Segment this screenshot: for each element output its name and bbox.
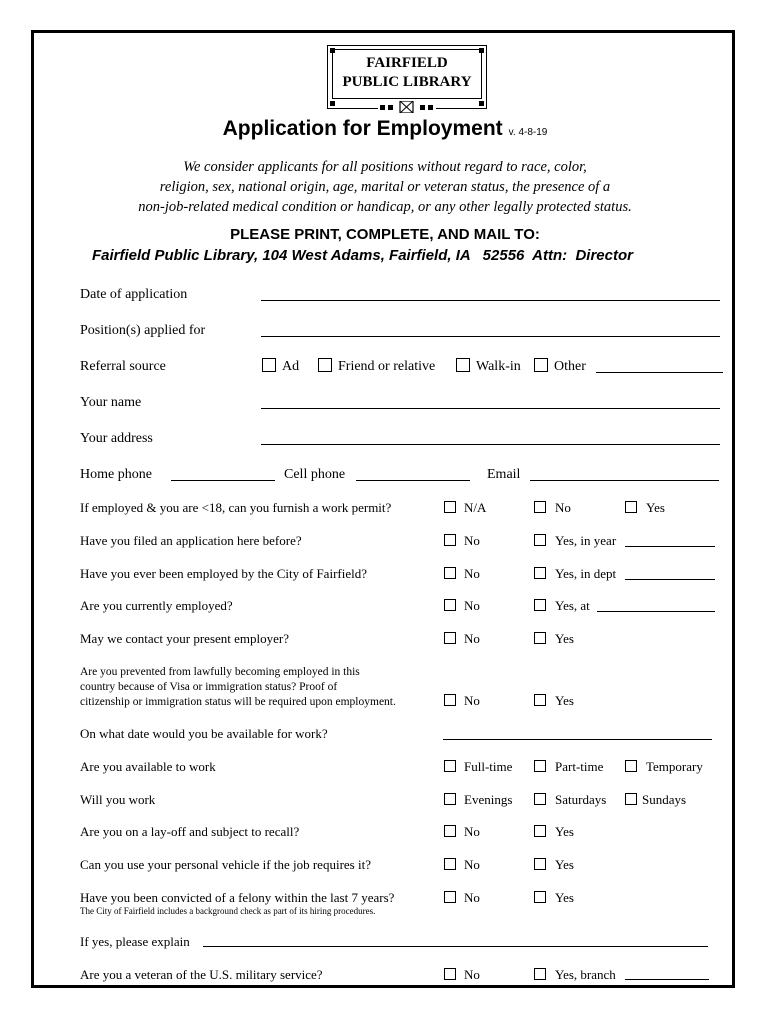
will-work-question: Will you work bbox=[80, 792, 156, 807]
positions-field[interactable] bbox=[261, 336, 720, 337]
contact-employer-no-checkbox[interactable] bbox=[444, 632, 456, 644]
date-label: Date of application bbox=[80, 287, 188, 302]
work-permit-yes-label: Yes bbox=[646, 500, 665, 515]
logo-line-1: FAIRFIELD bbox=[366, 55, 448, 71]
layoff-yes-label: Yes bbox=[555, 824, 574, 839]
immigration-question-line-1: Are you prevented from lawfully becoming employed in this bbox=[80, 666, 360, 678]
contact-employer-no-label: No bbox=[464, 631, 480, 646]
name-label: Your name bbox=[80, 395, 142, 410]
eeo-statement bbox=[0, 157, 770, 217]
evenings-label: Evenings bbox=[464, 792, 513, 807]
immigration-no-checkbox[interactable] bbox=[444, 694, 456, 706]
full-time-label: Full-time bbox=[464, 759, 513, 774]
felony-no-label: No bbox=[464, 890, 480, 905]
form-version: v. 4-8-19 bbox=[508, 127, 548, 138]
vehicle-yes-checkbox[interactable] bbox=[534, 858, 546, 870]
sundays-label: Sundays bbox=[642, 792, 687, 807]
name-field[interactable] bbox=[261, 408, 720, 409]
address-field[interactable] bbox=[261, 444, 720, 445]
eeo-line: We consider applicants for all positions without regard to race, color, bbox=[183, 159, 587, 175]
city-employed-no-checkbox[interactable] bbox=[444, 567, 456, 579]
sundays-checkbox[interactable] bbox=[625, 793, 637, 805]
vehicle-no-checkbox[interactable] bbox=[444, 858, 456, 870]
felony-question: Have you been convicted of a felony within the last 7 years? bbox=[80, 890, 395, 905]
immigration-question-line-3: citizenship or immigration status will be required upon employment. bbox=[80, 696, 396, 708]
evenings-checkbox[interactable] bbox=[444, 793, 456, 805]
contact-employer-question: May we contact your present employer? bbox=[80, 631, 290, 646]
home-phone-label: Home phone bbox=[80, 467, 152, 482]
logo-corner-icon bbox=[330, 101, 335, 106]
home-phone-field[interactable] bbox=[171, 480, 275, 481]
work-permit-na-label: N/A bbox=[464, 500, 487, 515]
referral-walkin-checkbox[interactable] bbox=[456, 358, 470, 372]
logo-line-2: PUBLIC LIBRARY bbox=[342, 74, 472, 90]
saturdays-checkbox[interactable] bbox=[534, 793, 546, 805]
vehicle-question: Can you use your personal vehicle if the job requires it? bbox=[80, 857, 371, 872]
layoff-no-label: No bbox=[464, 824, 480, 839]
logo-corner-icon bbox=[479, 101, 484, 106]
layoff-question: Are you on a lay-off and subject to recall? bbox=[80, 824, 300, 839]
filed-before-year-field[interactable] bbox=[625, 546, 715, 547]
city-employed-dept-field[interactable] bbox=[625, 579, 715, 580]
veteran-question: Are you a veteran of the U.S. military service? bbox=[80, 967, 323, 982]
veteran-branch-field[interactable] bbox=[625, 979, 709, 980]
immigration-yes-checkbox[interactable] bbox=[534, 694, 546, 706]
city-employed-yes-checkbox[interactable] bbox=[534, 567, 546, 579]
form-title-text: Application for Employment bbox=[222, 117, 503, 140]
vehicle-yes-label: Yes bbox=[555, 857, 574, 872]
immigration-no-label: No bbox=[464, 693, 480, 708]
work-permit-no-label: No bbox=[555, 500, 571, 515]
mail-heading: PLEASE PRINT, COMPLETE, AND MAIL TO: bbox=[230, 226, 540, 243]
referral-other-checkbox[interactable] bbox=[534, 358, 548, 372]
referral-friend-label: Friend or relative bbox=[338, 359, 436, 374]
currently-employed-yes-label: Yes, at bbox=[555, 598, 590, 613]
filed-before-yes-checkbox[interactable] bbox=[534, 534, 546, 546]
eeo-line: non-job-related medical condition or handicap, or any other legally protected status. bbox=[138, 199, 632, 215]
vehicle-no-label: No bbox=[464, 857, 480, 872]
veteran-no-label: No bbox=[464, 967, 480, 982]
part-time-label: Part-time bbox=[555, 759, 604, 774]
referral-walkin-label: Walk-in bbox=[476, 359, 521, 374]
logo-ornament-icon bbox=[378, 100, 436, 112]
cell-phone-label: Cell phone bbox=[284, 467, 346, 482]
felony-yes-checkbox[interactable] bbox=[534, 891, 546, 903]
positions-label: Position(s) applied for bbox=[80, 323, 206, 338]
explain-field[interactable] bbox=[203, 946, 708, 947]
filed-before-no-label: No bbox=[464, 533, 480, 548]
referral-other-label: Other bbox=[554, 359, 586, 374]
library-logo bbox=[327, 45, 487, 109]
immigration-question-line-2: country because of Visa or immigration status? Proof of bbox=[80, 681, 338, 693]
currently-employed-no-label: No bbox=[464, 598, 480, 613]
felony-no-checkbox[interactable] bbox=[444, 891, 456, 903]
work-permit-yes-checkbox[interactable] bbox=[625, 501, 637, 513]
layoff-yes-checkbox[interactable] bbox=[534, 825, 546, 837]
available-date-field[interactable] bbox=[443, 739, 712, 740]
currently-employed-at-field[interactable] bbox=[597, 611, 715, 612]
work-permit-question: If employed & you are <18, can you furnish a work permit? bbox=[80, 500, 392, 515]
referral-ad-label: Ad bbox=[282, 359, 300, 374]
part-time-checkbox[interactable] bbox=[534, 760, 546, 772]
immigration-yes-label: Yes bbox=[555, 693, 574, 708]
available-date-question: On what date would you be available for work? bbox=[80, 726, 328, 741]
saturdays-label: Saturdays bbox=[555, 792, 607, 807]
explain-label: If yes, please explain bbox=[80, 934, 190, 949]
address-label: Your address bbox=[80, 431, 153, 446]
felony-yes-label: Yes bbox=[555, 890, 574, 905]
available-to-work-question: Are you available to work bbox=[80, 759, 216, 774]
contact-employer-yes-checkbox[interactable] bbox=[534, 632, 546, 644]
eeo-line: religion, sex, national origin, age, marital or veteran status, the presence of a bbox=[159, 179, 611, 195]
referral-ad-checkbox[interactable] bbox=[262, 358, 276, 372]
cell-phone-field[interactable] bbox=[356, 480, 470, 481]
email-label: Email bbox=[487, 467, 521, 482]
veteran-yes-label: Yes, branch bbox=[555, 967, 616, 982]
contact-employer-yes-label: Yes bbox=[555, 631, 574, 646]
felony-note: The City of Fairfield includes a background check as part of its hiring procedures. bbox=[80, 906, 376, 916]
filed-before-question: Have you filed an application here before? bbox=[80, 533, 302, 548]
work-permit-no-checkbox[interactable] bbox=[534, 501, 546, 513]
logo-corner-icon bbox=[330, 48, 335, 53]
filed-before-no-checkbox[interactable] bbox=[444, 534, 456, 546]
currently-employed-no-checkbox[interactable] bbox=[444, 599, 456, 611]
temporary-label: Temporary bbox=[646, 759, 703, 774]
veteran-no-checkbox[interactable] bbox=[444, 968, 456, 980]
form-title bbox=[0, 117, 770, 141]
city-employed-no-label: No bbox=[464, 566, 480, 581]
full-time-checkbox[interactable] bbox=[444, 760, 456, 772]
referral-other-field[interactable] bbox=[596, 372, 723, 373]
email-field[interactable] bbox=[530, 480, 719, 481]
veteran-yes-checkbox[interactable] bbox=[534, 968, 546, 980]
layoff-no-checkbox[interactable] bbox=[444, 825, 456, 837]
referral-label: Referral source bbox=[80, 359, 166, 374]
currently-employed-question: Are you currently employed? bbox=[80, 598, 233, 613]
filed-before-yes-label: Yes, in year bbox=[555, 533, 617, 548]
city-employed-question: Have you ever been employed by the City of Fairfield? bbox=[80, 566, 367, 581]
date-field[interactable] bbox=[261, 300, 720, 301]
currently-employed-yes-checkbox[interactable] bbox=[534, 599, 546, 611]
mail-address: Fairfield Public Library, 104 West Adams, Fairfield, IA 52556 Attn: Director bbox=[92, 247, 633, 264]
logo-corner-icon bbox=[479, 48, 484, 53]
city-employed-yes-label: Yes, in dept bbox=[555, 566, 617, 581]
referral-friend-checkbox[interactable] bbox=[318, 358, 332, 372]
work-permit-na-checkbox[interactable] bbox=[444, 501, 456, 513]
temporary-checkbox[interactable] bbox=[625, 760, 637, 772]
